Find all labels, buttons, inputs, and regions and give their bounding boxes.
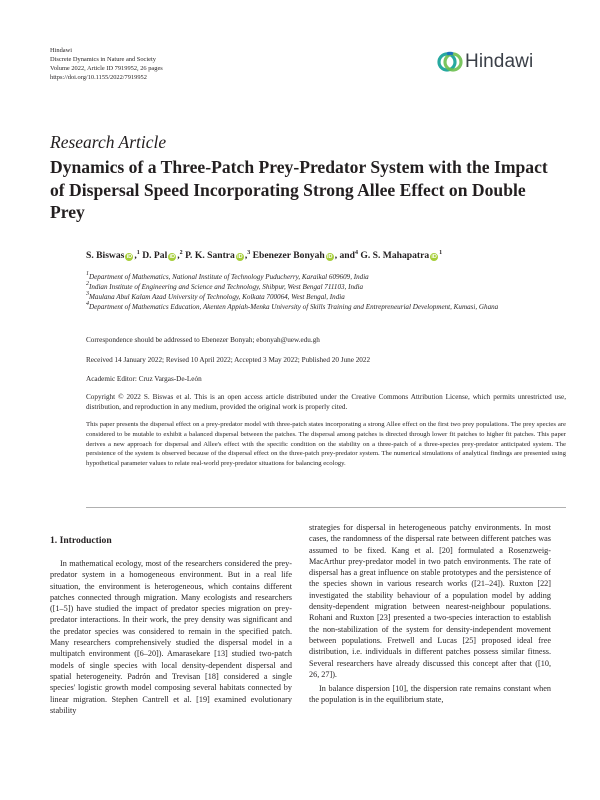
author-name[interactable]: D. Pal	[142, 250, 168, 261]
author-separator: ,	[244, 250, 248, 261]
article-title: Dynamics of a Three-Patch Prey-Predator System with the Impact of Dispersal Speed Incorporating Strong Allee Effect on Double Prey	[50, 157, 548, 222]
orcid-icon[interactable]: iD	[126, 254, 133, 260]
hindawi-logo	[436, 48, 556, 78]
section-heading: 1. Introduction	[50, 535, 112, 546]
journal-name: Discrete Dynamics in Nature and Society	[50, 56, 156, 63]
affiliation	[86, 283, 566, 293]
affiliation-number: 3	[86, 291, 89, 297]
author-name[interactable]: G. S. Mahapatra	[360, 250, 430, 261]
affiliation	[86, 293, 566, 303]
affiliation	[86, 273, 566, 283]
author-name[interactable]: P. K. Santra	[185, 250, 235, 261]
copyright-notice: Copyright © 2022 S. Biswas et al. This is an open access article distributed under the Creative Commons Attribution License, which permits unrestricted use, distribution, and reproduction in any medium, provided the original work is properly cited.	[86, 393, 566, 411]
body-paragraph: strategies for dispersal in heterogeneous patchy environments. In most cases, the randomness of the dispersal rate between different patches was assumed to be fixed. Kang et al. [20] formulated a Rosenzweig-MacArthur prey-predator model in two patch environments. The rate of dispersal has a great influence on stable prototypes and the persistence of the species shown in various research works ([21–24]). Ruxton [22] investigated the stability behaviour of a population model by adding density-dependent migration between nearest-neighbour populations. Rohani and Ruxton [23] presented a two-species interaction to establish the non-stabilization of the system for density-independent movement between populations. Fretwell and Lucas [25] proposed ideal free distribution, i.e. individuals in different patches possess similar fitness. Several researchers have already discussed this concept after that ([10, 26, 27]).	[309, 523, 551, 679]
affiliation-text: Department of Mathematics, National Institute of Technology Puducherry, Karaikal 609609, India	[89, 273, 369, 281]
left-column	[50, 558, 292, 716]
author-affiliation-sup: 1	[439, 250, 443, 256]
author-separator: ,	[134, 250, 137, 261]
volume-line: Volume 2022, Article ID 7919952, 26 pages	[50, 65, 163, 72]
orcid-icon[interactable]: iD	[326, 254, 333, 260]
affiliation-text: Department of Mathematics Education, Akenten Appiah-Menka University of Skills Training and Entrepreneurial Development, Kumasi, Ghana	[89, 303, 499, 311]
abstract: This paper presents the dispersal effect on a prey-predator model with three-patch states incorporating a strong Allee effect on the first two prey populations. The prey species are considered to be mutable to exhibit a balanced dispersal between the patches. The dispersal among patches is directed through lower fit patches to higher fit patches. This paper derives a new approach for dispersal and Allee's effect with the specific condition on the stability on a three-patch of a three-species prey-predator anticipated system. The persistence of the system is observed because of the dispersal effect on the three-patch prey-predator system. The numerical simulations of analytical findings are presented using hypothetical parameter values to relate real-world prey-predator situations for balancing ecology.	[86, 421, 566, 468]
author-separator: ,	[177, 250, 180, 261]
author-affiliation-sup: 1	[136, 250, 140, 256]
publication-dates: Received 14 January 2022; Revised 10 April 2022; Accepted 3 May 2022; Published 20 June 2022	[86, 356, 371, 364]
body-paragraph: In mathematical ecology, most of the researchers considered the prey-predator system in a homogeneous environment. But in a real life situation, the environment is heterogeneous, which contains different patches connected through migration. Many ecologists and researchers ([1–5]) have studied the impact of predator species migration on prey-predator interactions. In their work, the prey density was significant and the predator species was considered to remain in the specified patch. Many researchers comprehensively studied the dispersal model in a multipatch environment ([6–20]). Amarasekare [13] studied two-patch models of single species with local density-dependent dispersal and spatial heterogeneity. Padrón and Trevisan [18] considered a single species' logistic growth model composing several habitats connected by linear migration. Stephen Cantrell et al. [19] examined evolutionary stability	[50, 559, 292, 715]
orcid-icon[interactable]: iD	[169, 254, 176, 260]
author-name[interactable]: Ebenezer Bonyah	[252, 250, 325, 261]
affiliation-text: Indian Institute of Engineering and Science and Technology, Shibpur, West Bengal 711103, India	[89, 283, 364, 291]
article-type: Research Article	[50, 132, 167, 152]
publisher-name: Hindawi	[50, 47, 73, 54]
author-affiliation-sup: 2	[179, 250, 183, 256]
doi-link[interactable]: https://doi.org/10.1155/2022/7919952	[50, 74, 147, 81]
affiliation-number: 4	[86, 301, 89, 307]
logo-wordmark: Hindawi	[465, 51, 534, 72]
author-separator: , and	[334, 250, 355, 261]
correspondence: Correspondence should be addressed to Ebenezer Bonyah; ebonyah@uew.edu.gh	[86, 336, 320, 344]
affiliation	[86, 303, 566, 313]
body-paragraph: In balance dispersion [10], the dispersion rate remains constant when the population is in the equilibrium state,	[309, 684, 551, 705]
author-affiliation-sup: 3	[247, 250, 251, 256]
hindawi-logo-icon	[436, 48, 464, 76]
affiliation-text: Maulana Abul Kalam Azad University of Technology, Kolkata 700064, West Bengal, India	[89, 293, 345, 301]
section-divider	[86, 507, 566, 508]
academic-editor: Academic Editor: Cruz Vargas-De-León	[86, 375, 202, 383]
affiliation-number: 1	[86, 271, 89, 277]
affiliation-number: 2	[86, 281, 89, 287]
orcid-icon[interactable]: iD	[431, 254, 437, 260]
author-list	[86, 250, 576, 261]
orcid-icon[interactable]: iD	[237, 254, 243, 260]
right-column	[309, 522, 551, 706]
author-affiliation-sup: 4	[354, 250, 358, 256]
author-name[interactable]: S. Biswas	[86, 250, 125, 261]
